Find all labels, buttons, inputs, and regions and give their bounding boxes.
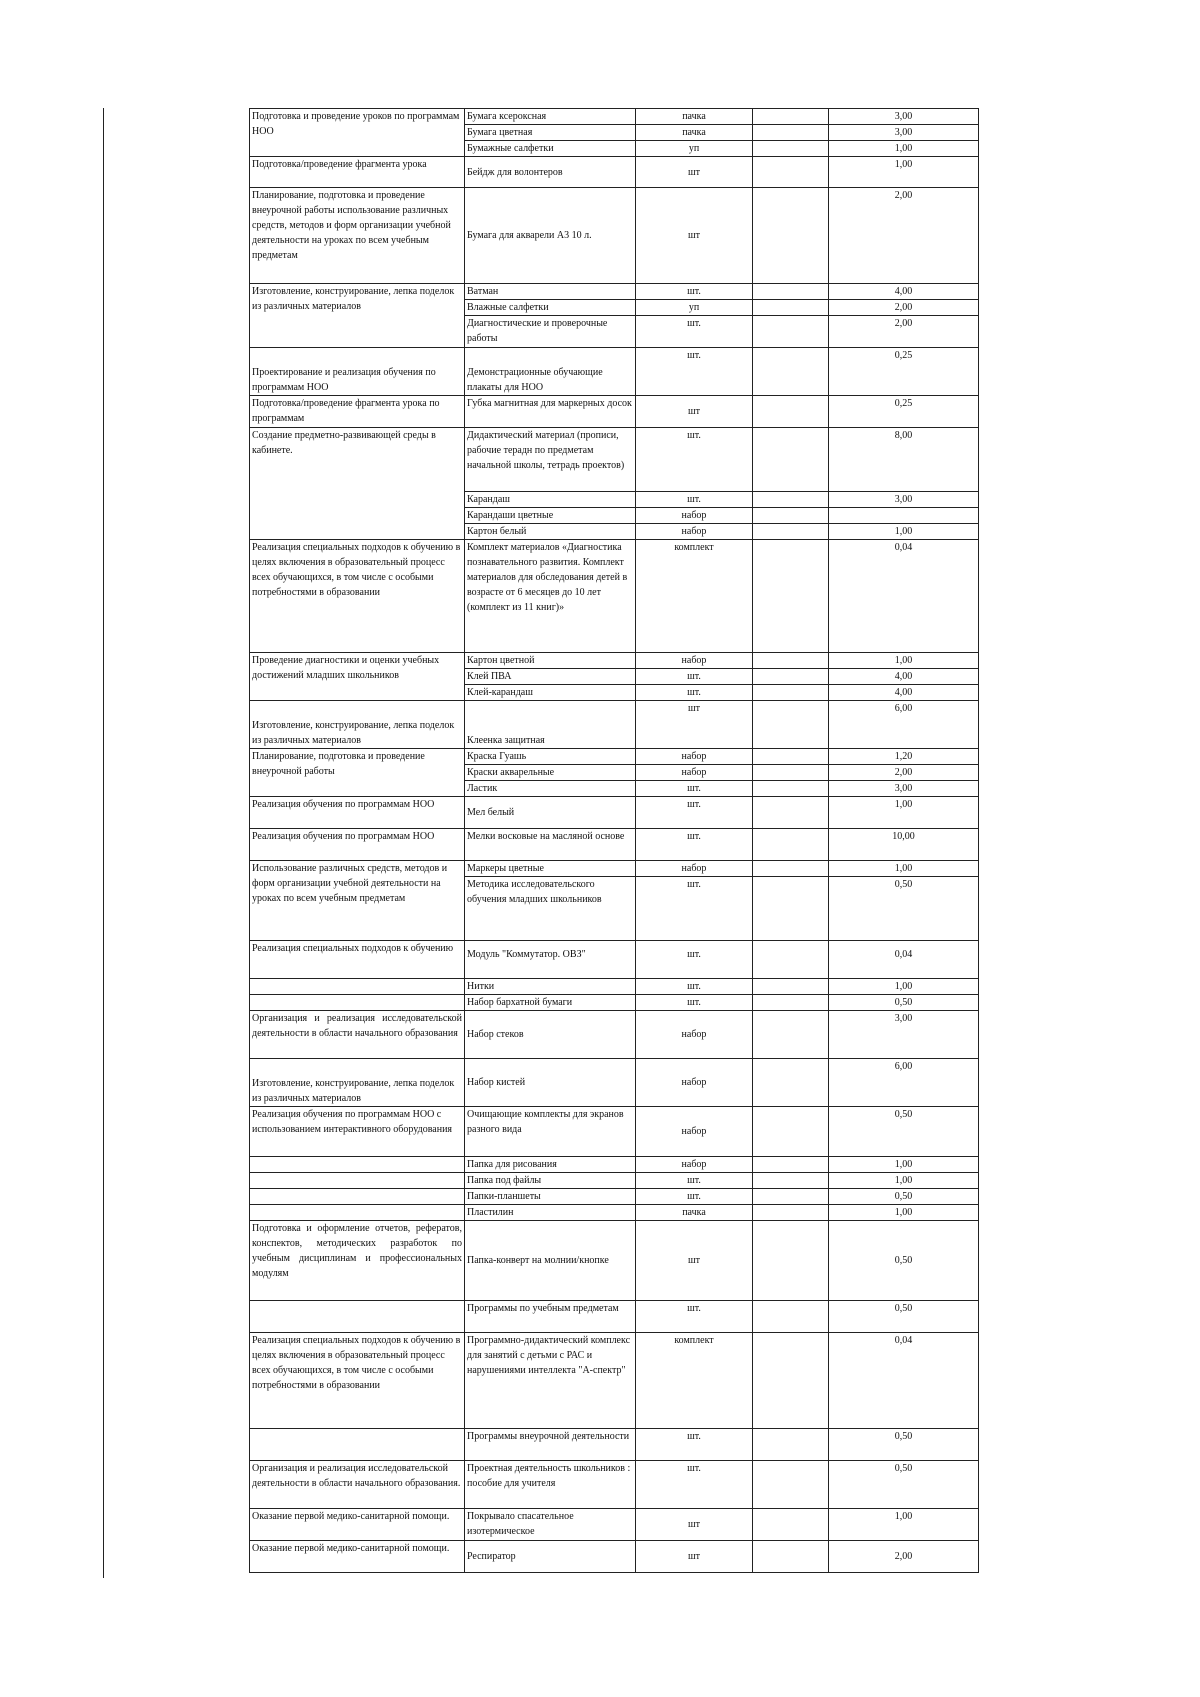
quantity-cell: 1,00 <box>829 157 979 188</box>
quantity-cell: 10,00 <box>829 829 979 861</box>
quantity-cell: 3,00 <box>829 1011 979 1059</box>
unit-cell: набор <box>636 861 753 877</box>
table-row <box>250 979 979 995</box>
item-cell: Влажные салфетки <box>465 300 636 316</box>
item-cell: Программно-дидактический комплекс для занятий с детьми с РАС и нарушениями интеллекта "А-спектр" <box>465 1333 636 1429</box>
item-cell: Модуль "Коммутатор. ОВЗ" <box>465 941 636 979</box>
unit-cell: шт. <box>636 941 753 979</box>
quantity-cell: 1,00 <box>829 797 979 829</box>
unit-cell: набор <box>636 653 753 669</box>
activity-cell: Проведение диагностики и оценки учебных достижений младших школьников <box>250 653 465 701</box>
quantity-cell: 0,50 <box>829 995 979 1011</box>
empty-cell <box>753 1429 829 1461</box>
quantity-cell: 4,00 <box>829 669 979 685</box>
item-cell: Клей ПВА <box>465 669 636 685</box>
item-cell: Картон цветной <box>465 653 636 669</box>
item-cell: Маркеры цветные <box>465 861 636 877</box>
activity-cell: Изготовление, конструирование, лепка поделок из различных материалов <box>250 1059 465 1107</box>
empty-cell <box>753 508 829 524</box>
activity-cell: Подготовка и оформление отчетов, рефератов, конспектов, методических разработок по учебным дисциплинам и профессиональных модулям <box>250 1221 465 1301</box>
unit-cell: шт. <box>636 284 753 300</box>
item-cell: Краски акварельные <box>465 765 636 781</box>
table-row <box>250 1107 979 1157</box>
activity-cell: Создание предметно-развивающей среды в кабинете. <box>250 428 465 540</box>
table-row <box>250 829 979 861</box>
item-cell: Клей-карандаш <box>465 685 636 701</box>
empty-cell <box>753 1461 829 1509</box>
item-cell: Очищающие комплекты для экранов разного вида <box>465 1107 636 1157</box>
quantity-cell: 2,00 <box>829 188 979 284</box>
activity-cell: Проектирование и реализация обучения по программам НОО <box>250 348 465 396</box>
table-row <box>250 701 979 749</box>
quantity-cell <box>829 508 979 524</box>
quantity-cell: 1,00 <box>829 1205 979 1221</box>
empty-cell <box>753 1173 829 1189</box>
activity-cell: Реализация обучения по программам НОО <box>250 797 465 829</box>
empty-cell <box>753 1189 829 1205</box>
unit-cell: комплект <box>636 1333 753 1429</box>
activity-cell: Оказание первой медико-санитарной помощи. <box>250 1541 465 1573</box>
quantity-cell: 1,20 <box>829 749 979 765</box>
table-row <box>250 1301 979 1333</box>
quantity-cell: 0,04 <box>829 540 979 653</box>
empty-cell <box>753 1301 829 1333</box>
item-cell: Комплект материалов «Диагностика познавательного развития. Комплект материалов для обследования детей в возрасте от 6 месяцев до 10 лет (комплект из 11 книг)» <box>465 540 636 653</box>
quantity-cell: 0,50 <box>829 1221 979 1301</box>
quantity-cell: 1,00 <box>829 524 979 540</box>
unit-cell: шт. <box>636 685 753 701</box>
empty-cell <box>753 524 829 540</box>
item-cell: Мелки восковые на масляной основе <box>465 829 636 861</box>
activity-cell <box>250 1429 465 1461</box>
activity-cell <box>250 1173 465 1189</box>
unit-cell: шт <box>636 188 753 284</box>
table-row <box>250 1461 979 1509</box>
unit-cell: набор <box>636 765 753 781</box>
unit-cell: шт. <box>636 995 753 1011</box>
activity-cell: Реализация обучения по программам НОО <box>250 829 465 861</box>
activity-cell: Организация и реализация исследовательской деятельности в области начального образования. <box>250 1461 465 1509</box>
unit-cell: шт. <box>636 492 753 508</box>
quantity-cell: 0,04 <box>829 941 979 979</box>
item-cell: Покрывало спасательное изотермическое <box>465 1509 636 1541</box>
unit-cell: шт <box>636 157 753 188</box>
unit-cell: набор <box>636 524 753 540</box>
quantity-cell: 0,50 <box>829 877 979 941</box>
quantity-cell: 0,50 <box>829 1301 979 1333</box>
activity-cell: Реализация специальных подходов к обучению <box>250 941 465 979</box>
quantity-cell: 0,50 <box>829 1429 979 1461</box>
quantity-cell: 8,00 <box>829 428 979 492</box>
empty-cell <box>753 109 829 125</box>
empty-cell <box>753 1541 829 1573</box>
table-row <box>250 1509 979 1541</box>
unit-cell: шт. <box>636 669 753 685</box>
item-cell: Диагностические и проверочные работы <box>465 316 636 348</box>
unit-cell: шт. <box>636 877 753 941</box>
unit-cell: набор <box>636 1059 753 1107</box>
empty-cell <box>753 1205 829 1221</box>
item-cell: Бейдж для волонтеров <box>465 157 636 188</box>
empty-cell <box>753 348 829 396</box>
empty-cell <box>753 1333 829 1429</box>
quantity-cell: 3,00 <box>829 492 979 508</box>
unit-cell: шт. <box>636 781 753 797</box>
quantity-cell: 1,00 <box>829 1157 979 1173</box>
table-row <box>250 540 979 653</box>
quantity-cell: 1,00 <box>829 979 979 995</box>
quantity-cell: 0,50 <box>829 1107 979 1157</box>
empty-cell <box>753 125 829 141</box>
item-cell: Бумага ксероксная <box>465 109 636 125</box>
activity-cell: Подготовка и проведение уроков по программам НОО <box>250 109 465 157</box>
quantity-cell: 0,25 <box>829 396 979 428</box>
item-cell: Папка для рисования <box>465 1157 636 1173</box>
table-row <box>250 1189 979 1205</box>
table-row <box>250 653 979 669</box>
table-row <box>250 396 979 428</box>
item-cell: Программы по учебным предметам <box>465 1301 636 1333</box>
unit-cell: уп <box>636 141 753 157</box>
unit-cell: шт <box>636 1221 753 1301</box>
unit-cell: шт. <box>636 1173 753 1189</box>
empty-cell <box>753 653 829 669</box>
unit-cell: шт. <box>636 316 753 348</box>
activity-cell <box>250 1205 465 1221</box>
unit-cell: шт <box>636 1509 753 1541</box>
quantity-cell: 2,00 <box>829 1541 979 1573</box>
empty-cell <box>753 1107 829 1157</box>
item-cell: Папки-планшеты <box>465 1189 636 1205</box>
item-cell: Нитки <box>465 979 636 995</box>
quantity-cell: 1,00 <box>829 861 979 877</box>
activity-cell <box>250 1157 465 1173</box>
quantity-cell: 0,50 <box>829 1189 979 1205</box>
activity-cell: Реализация специальных подходов к обучению в целях включения в образовательный процесс всех обучающихся, в том числе с особыми потребностями в образовании <box>250 540 465 653</box>
empty-cell <box>753 995 829 1011</box>
activity-cell: Планирование, подготовка и проведение внеурочной работы <box>250 749 465 797</box>
item-cell: Краска Гуашь <box>465 749 636 765</box>
item-cell: Карандаш <box>465 492 636 508</box>
item-cell: Папка под файлы <box>465 1173 636 1189</box>
item-cell: Набор бархатной бумаги <box>465 995 636 1011</box>
unit-cell: набор <box>636 749 753 765</box>
empty-cell <box>753 685 829 701</box>
table-row <box>250 1221 979 1301</box>
empty-cell <box>753 540 829 653</box>
table-row <box>250 1333 979 1429</box>
table-row <box>250 284 979 300</box>
activity-cell: Подготовка/проведение фрагмента урока по программам <box>250 396 465 428</box>
unit-cell: шт. <box>636 1461 753 1509</box>
item-cell: Проектная деятельность школьников : пособие для учителя <box>465 1461 636 1509</box>
table-row <box>250 1429 979 1461</box>
unit-cell: шт <box>636 1541 753 1573</box>
unit-cell: набор <box>636 1157 753 1173</box>
empty-cell <box>753 396 829 428</box>
left-margin-line <box>103 108 104 1578</box>
item-cell: Программы внеурочной деятельности <box>465 1429 636 1461</box>
table-row <box>250 1541 979 1573</box>
quantity-cell: 1,00 <box>829 653 979 669</box>
activity-cell: Изготовление, конструирование, лепка поделок из различных материалов <box>250 701 465 749</box>
empty-cell <box>753 1509 829 1541</box>
table-row <box>250 188 979 284</box>
item-cell: Карандаши цветные <box>465 508 636 524</box>
item-cell: Папка-конверт на молнии/кнопке <box>465 1221 636 1301</box>
quantity-cell: 0,50 <box>829 1461 979 1509</box>
quantity-cell: 3,00 <box>829 125 979 141</box>
activity-cell: Реализация специальных подходов к обучению в целях включения в образовательный процесс всех обучающихся, в том числе с особыми потребностями в образовании <box>250 1333 465 1429</box>
unit-cell: шт. <box>636 797 753 829</box>
empty-cell <box>753 861 829 877</box>
quantity-cell: 6,00 <box>829 701 979 749</box>
unit-cell: шт. <box>636 428 753 492</box>
table-row <box>250 1173 979 1189</box>
table-row <box>250 1157 979 1173</box>
quantity-cell: 6,00 <box>829 1059 979 1107</box>
activity-cell: Использование различных средств, методов и форм организации учебной деятельности на уроках по всем учебным предметам <box>250 861 465 941</box>
item-cell: Клеенка защитная <box>465 701 636 749</box>
table-row <box>250 995 979 1011</box>
item-cell: Губка магнитная для маркерных досок <box>465 396 636 428</box>
activity-cell <box>250 995 465 1011</box>
unit-cell: пачка <box>636 125 753 141</box>
empty-cell <box>753 1221 829 1301</box>
empty-cell <box>753 141 829 157</box>
table-row <box>250 157 979 188</box>
activity-cell: Организация и реализация исследовательской деятельности в области начального образования <box>250 1011 465 1059</box>
table-row <box>250 749 979 765</box>
unit-cell: набор <box>636 508 753 524</box>
materials-table <box>249 108 979 1573</box>
quantity-cell: 2,00 <box>829 316 979 348</box>
item-cell: Бумага цветная <box>465 125 636 141</box>
empty-cell <box>753 749 829 765</box>
table-row <box>250 428 979 492</box>
table-row <box>250 1205 979 1221</box>
quantity-cell: 3,00 <box>829 781 979 797</box>
quantity-cell: 1,00 <box>829 1509 979 1541</box>
table-row <box>250 109 979 125</box>
empty-cell <box>753 979 829 995</box>
item-cell: Мел белый <box>465 797 636 829</box>
unit-cell: комплект <box>636 540 753 653</box>
quantity-cell: 1,00 <box>829 1173 979 1189</box>
unit-cell: шт. <box>636 1301 753 1333</box>
unit-cell: шт. <box>636 348 753 396</box>
empty-cell <box>753 316 829 348</box>
table-row <box>250 1059 979 1107</box>
empty-cell <box>753 701 829 749</box>
activity-cell: Подготовка/проведение фрагмента урока <box>250 157 465 188</box>
quantity-cell: 4,00 <box>829 685 979 701</box>
quantity-cell: 1,00 <box>829 141 979 157</box>
unit-cell: уп <box>636 300 753 316</box>
table-row <box>250 861 979 877</box>
quantity-cell: 0,04 <box>829 1333 979 1429</box>
activity-cell: Планирование, подготовка и проведение внеурочной работы использование различных средств, методов и форм организации учебной деятельности на уроках по всем учебным предметам <box>250 188 465 284</box>
unit-cell: пачка <box>636 109 753 125</box>
empty-cell <box>753 797 829 829</box>
empty-cell <box>753 1157 829 1173</box>
empty-cell <box>753 188 829 284</box>
item-cell: Методика исследовательского обучения младших школьников <box>465 877 636 941</box>
empty-cell <box>753 157 829 188</box>
materials-table-body <box>250 109 979 1573</box>
table-row <box>250 941 979 979</box>
unit-cell: шт. <box>636 1189 753 1205</box>
item-cell: Набор стеков <box>465 1011 636 1059</box>
unit-cell: набор <box>636 1011 753 1059</box>
empty-cell <box>753 1059 829 1107</box>
unit-cell: набор <box>636 1107 753 1157</box>
activity-cell <box>250 979 465 995</box>
quantity-cell: 2,00 <box>829 765 979 781</box>
table-row <box>250 797 979 829</box>
empty-cell <box>753 941 829 979</box>
empty-cell <box>753 829 829 861</box>
activity-cell <box>250 1189 465 1205</box>
item-cell: Ластик <box>465 781 636 797</box>
empty-cell <box>753 1011 829 1059</box>
item-cell: Ватман <box>465 284 636 300</box>
item-cell: Дидактический материал (прописи, рабочие терадн по предметам начальной школы, тетрадь проектов) <box>465 428 636 492</box>
table-row <box>250 348 979 396</box>
empty-cell <box>753 284 829 300</box>
quantity-cell: 3,00 <box>829 109 979 125</box>
empty-cell <box>753 877 829 941</box>
item-cell: Демонстрационные обучающие плакаты для НОО <box>465 348 636 396</box>
activity-cell: Изготовление, конструирование, лепка поделок из различных материалов <box>250 284 465 348</box>
unit-cell: шт. <box>636 1429 753 1461</box>
quantity-cell: 4,00 <box>829 284 979 300</box>
item-cell: Набор кистей <box>465 1059 636 1107</box>
quantity-cell: 0,25 <box>829 348 979 396</box>
item-cell: Респиратор <box>465 1541 636 1573</box>
item-cell: Картон белый <box>465 524 636 540</box>
unit-cell: пачка <box>636 1205 753 1221</box>
unit-cell: шт <box>636 396 753 428</box>
item-cell: Бумажные салфетки <box>465 141 636 157</box>
quantity-cell: 2,00 <box>829 300 979 316</box>
activity-cell: Реализация обучения по программам НОО с использованием интерактивного оборудования <box>250 1107 465 1157</box>
empty-cell <box>753 428 829 492</box>
table-row <box>250 1011 979 1059</box>
unit-cell: шт <box>636 701 753 749</box>
unit-cell: шт. <box>636 979 753 995</box>
unit-cell: шт. <box>636 829 753 861</box>
empty-cell <box>753 765 829 781</box>
empty-cell <box>753 300 829 316</box>
empty-cell <box>753 492 829 508</box>
activity-cell: Оказание первой медико-санитарной помощи. <box>250 1509 465 1541</box>
item-cell: Бумага для акварели А3 10 л. <box>465 188 636 284</box>
activity-cell <box>250 1301 465 1333</box>
item-cell: Пластилин <box>465 1205 636 1221</box>
empty-cell <box>753 669 829 685</box>
empty-cell <box>753 781 829 797</box>
